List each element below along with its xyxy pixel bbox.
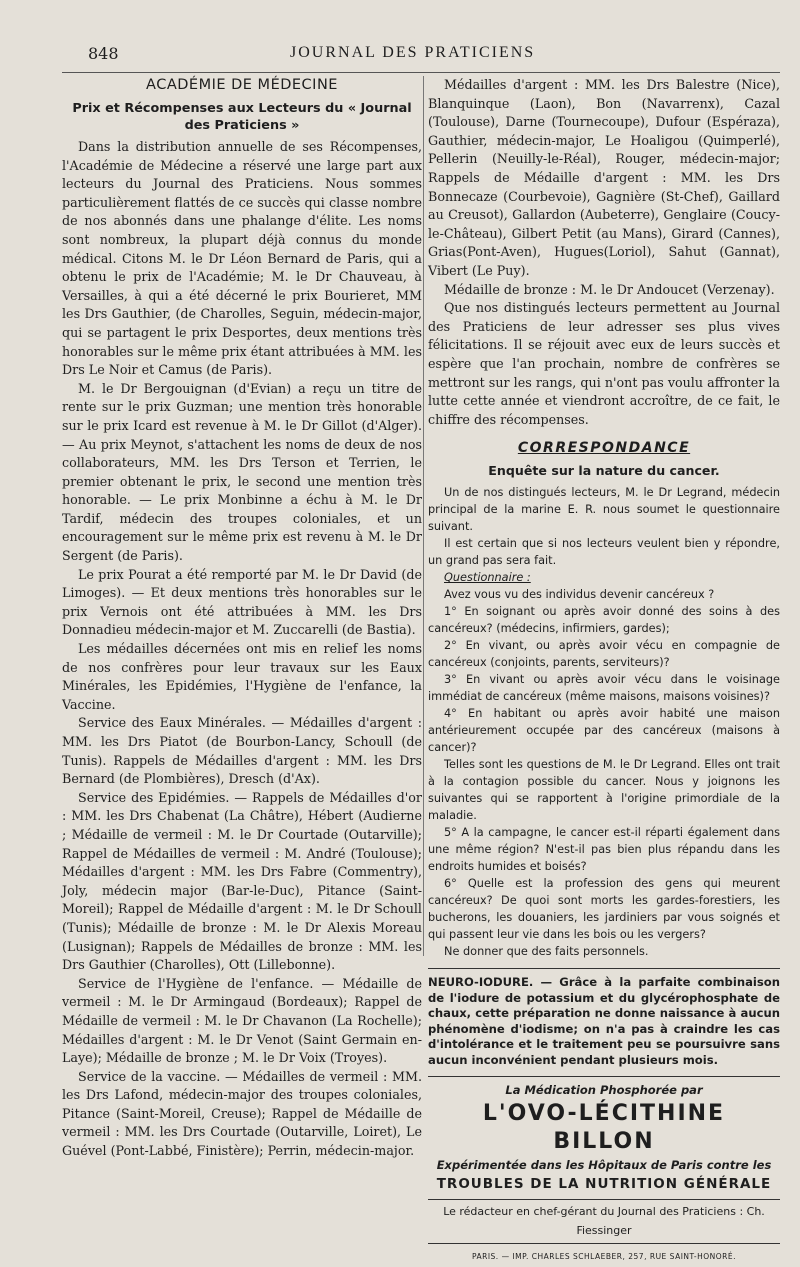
journal-title: JOURNAL DES PRATICIENS <box>290 44 536 61</box>
paragraph: Dans la distribution annuelle de ses Récompenses, l'Académie de Médecine a réservé une large part aux lecteurs du Journal des Praticiens. Nous sommes particulièrement flattés de ce succès qui classe nombre de nos abonnés dans une phalange d'élite. Les noms sont nombreux, la plupart déjà connus du monde médical. Citons M. le Dr Léon Bernard de Paris, qui a obtenu le prix de l'Académie; M. le Dr Chauveau, à Versailles, à qui a été décerné le prix Bourieret, MM les Drs Gauthier, (de Charolles, Seguin, médecin-major, qui se partagent le prix Desportes, deux mentions très honorables sur le même prix étant attribuées à MM. les Drs Le Noir et Camus (de Paris). <box>62 139 422 378</box>
paragraph: Telles sont les questions de M. le Dr Legrand. Elles ont trait à la contagion possible du cancer. Nous y joignons les suivantes qui se rapportent à l'origine primordiale de la maladie. <box>428 758 780 823</box>
neuro-iodure-ad <box>428 968 780 1068</box>
questionnaire-label: Questionnaire : <box>444 571 531 585</box>
left-column <box>62 76 422 1161</box>
question-item: 6° Quelle est la profession des gens qui meurent cancéreux? De quoi sont morts les gardes-forestiers, les bucherons, les douaniers, les jardiniers par vous soignés et qui passent leur vie dans les bois ou les vergers? <box>428 877 780 942</box>
paragraph: Service des Eaux Minérales. — Médailles d'argent : MM. les Drs Piatot (de Bourbon-Lancy, Schoull (de Tunis). Rappels de Médailles d'argent : MM. les Drs Bernard (de Plombières), Dresch (d'Ax). <box>62 715 422 787</box>
printer-line: PARIS. — IMP. CHARLES SCHLAEBER, 257, RUE SAINT-HONORÉ. <box>471 1252 737 1262</box>
enquete-title: Enquête sur la nature du cancer. <box>488 462 720 478</box>
paragraph: Il est certain que si nos lecteurs veulent bien y répondre, un grand pas sera fait. <box>428 537 780 568</box>
article-subtitle: Prix et Récompenses aux Lecteurs du « Journal des Praticiens » <box>72 101 412 133</box>
ad-line-1: La Médication Phosphorée par <box>505 1083 703 1098</box>
paragraph: Un de nos distingués lecteurs, M. le Dr Legrand, médecin principal de la marine E. R. nous soumet le questionnaire suivant. <box>428 486 780 534</box>
correspondance-title: CORRESPONDANCE <box>517 440 691 457</box>
editor-line: Le rédacteur en chef-gérant du Journal des Praticiens : Ch. Fiessinger <box>428 1199 780 1244</box>
header-rule <box>62 72 780 73</box>
question-item: 4° En habitant ou après avoir habité une maison antérieurement occupée par des cancéreux (maisons à cancer)? <box>428 707 780 755</box>
question-item: 5° A la campagne, le cancer est-il réparti également dans une même région? N'est-il pas bien plus répandu dans les endroits humides et boisés? <box>428 826 780 874</box>
paragraph: Service de la vaccine. — Médailles de vermeil : MM. les Drs Lafond, médecin-major des troupes coloniales, Pitance (Saint-Moreil, Creuse); Rappel de Médaille de vermeil : MM. les Drs Courtade (Outarville, Loiret), Le Guével (Pont-Labbé, Finistère); Perrin, médecin-major. <box>62 1068 422 1159</box>
paragraph: Service des Epidémies. — Rappels de Médailles d'or : MM. les Drs Chabenat (La Châtre), Hébert (Audierne ; Médaille de vermeil : M. le Dr Courtade (Outarville); Rappel de Médailles de vermeil : M. André (Toulouse); Médailles d'argent : MM. les Drs Fabre (Commentry), Joly, médecin major (Bar-le-Duc), Pitance (Saint-Moreil); Rappel de Médaille d'argent : M. le Dr Schoull (Tunis); Médaille de bronze : M. le Dr Alexis Moreau (Lusignan); Rappels de Médailles de bronze : MM. les Drs Gauthier (Charolles), Ott (Lillebonne). <box>62 789 422 973</box>
right-column <box>428 76 780 1267</box>
section-title: ACADÉMIE DE MÉDECINE <box>146 77 338 93</box>
ad-headline: L'OVO-LÉCITHINE BILLON <box>482 1101 726 1155</box>
neuro-iodure-text: NEURO-IODURE. — Grâce à la parfaite combinaison de l'iodure de potassium et du glycérophosphate de chaux, cette préparation ne donne naissance à aucun phénomène d'iodisme; on n'a pas à craindre les cas d'intolérance et le traitement peu se poursuivre sans aucun inconvénient pendant plusieurs mois. <box>428 975 780 1067</box>
paragraph: Que nos distingués lecteurs permettent au Journal des Praticiens de leur adresser ses plus vives félicitations. Il se réjouit avec eux de leurs succès et espère que l'an prochain, nombre de confrères se mettront sur les rangs, qui n'ont pas voulu affronter la lutte cette année et viendront accroître, de ce fait, le chiffre des récompenses. <box>428 300 780 427</box>
paragraph: Ne donner que des faits personnels. <box>444 945 649 959</box>
page-number: 848 <box>88 44 119 63</box>
paragraph: Le prix Pourat a été remporté par M. le Dr David (de Limoges). — Et deux mentions très honorables sur le prix Vernois ont été attribuées à MM. les Drs Donnadieu médecin-major et M. Zuccarelli (de Bastia). <box>62 566 422 638</box>
column-divider <box>423 76 424 956</box>
paragraph: Médailles d'argent : MM. les Drs Balestre (Nice), Blanquinque (Laon), Bon (Navarrenx), Cazal (Toulouse), Darne (Tournecoupe), Dufour (Espéraza), Gauthier, médecin-major, Le Hoaligou (Quimperlé), Pellerin (Neuilly-le-Réal), Rouger, médecin-major; Rappels de Médaille d'argent : MM. les Drs Bonnecaze (Courbevoie), Gagnière (St-Chef), Gaillard au Creusot), Gallardon (Aubeterre), Genglaire (Coucy-le-Château), Gilbert Petit (au Mans), Girard (Cannes), Grias(Pont-Aven), Hugues(Loriol), Sahut (Gannat), Vibert (Le Puy). <box>428 77 780 278</box>
paragraph: Service de l'Hygiène de l'enfance. — Médaille de vermeil : M. le Dr Armingaud (Bordeaux); Rappel de Médaille de vermeil : M. le Dr Chavanon (La Rochelle); Médailles d'argent : M. le Dr Venot (Saint Germain en-Laye); Médaille de bronze ; M. le Dr Voix (Troyes). <box>62 975 422 1066</box>
paragraph: M. le Dr Bergouignan (d'Evian) a reçu un titre de rente sur le prix Guzman; une mention très honorable sur le prix Icard est revenue à M. le Dr Gillot (d'Alger). — Au prix Meynot, s'attachent les noms de deux de nos collaborateurs, MM. les Drs Terson et Terrien, le premier obtenant le prix, le second une mention très honorable. — Le prix Monbinne a échu à M. le Dr Tardif, médecin des troupes coloniales, et un encouragement sur le même prix est revenu à M. le Dr Sergent (de Paris). <box>62 380 422 564</box>
paragraph: Médaille de bronze : M. le Dr Andoucet (Verzenay). <box>444 281 775 297</box>
question-item: 1° En soignant ou après avoir donné des soins à des cancéreux? (médecins, infirmiers, gardes); <box>428 605 780 636</box>
ovo-lecithine-ad <box>428 1076 780 1193</box>
paragraph: Avez vous vu des individus devenir cancéreux ? <box>444 588 715 602</box>
ad-line-3: Expérimentée dans les Hôpitaux de Paris contre les <box>436 1158 772 1173</box>
question-item: 3° En vivant ou après avoir vécu dans le voisinage immédiat de cancéreux (même maisons, maisons voisines)? <box>428 673 780 704</box>
paragraph: Les médailles décernées ont mis en relief les noms de nos confrères pour leur travaux sur les Eaux Minérales, les Epidémies, l'Hygiène de l'enfance, la Vaccine. <box>62 641 422 712</box>
ad-line-4: TROUBLES DE LA NUTRITION GÉNÉRALE <box>436 1175 772 1192</box>
question-item: 2° En vivant, ou après avoir vécu en compagnie de cancéreux (conjoints, parents, serviteurs)? <box>428 639 780 670</box>
